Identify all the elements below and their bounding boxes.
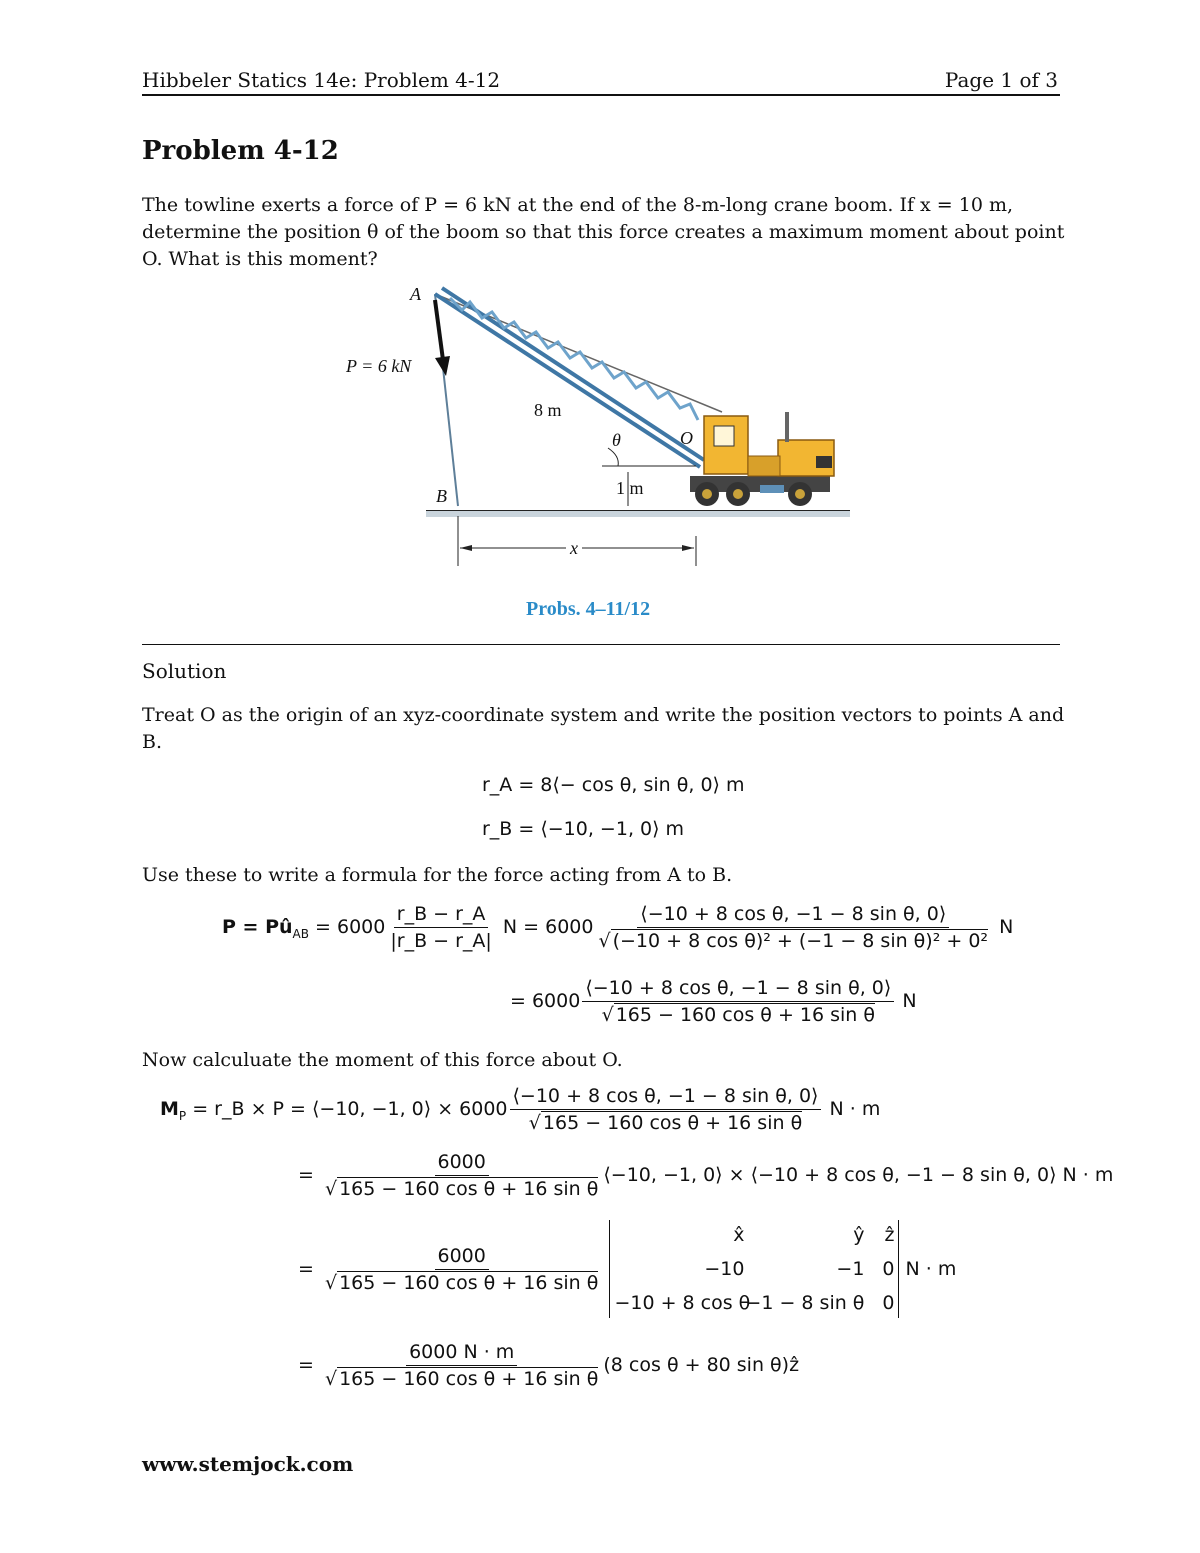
moment-intro: Now calculuate the moment of this force about O. [142,1049,623,1071]
force-equation-1: $P = Pû_{AB} = 6000$ $\frac{r\_B - r\_A}{|r\_B - r\_A|}$ N = 6000 $\frac{\text{⟨−10 + 8 cos θ, −1 − 8 sin θ, 0⟩}}{\text{√ (−10 + 8 cos θ)² + (−1 − 8 sin θ)² + 0²}}$ N [222,903,1014,952]
section-rule [142,644,1060,645]
force-arrow-P [435,300,450,376]
moment-equation-final: = $\frac{6000 N \cdot m}{\text{√ 165 − 160 cos θ + 16 sin θ}}$ (8 cos θ + 80 sin θ)ẑ [298,1341,800,1390]
label-x: x [566,538,582,559]
force-equation-2: = 6000 $\frac{\text{⟨−10 + 8 cos θ, −1 − 8 sin θ, 0⟩}}{\text{√ 165 − 160 cos θ + 16 sin θ}}$ N [510,977,917,1026]
force-lhs: P = Pû [222,916,293,938]
position-vector-rA: r_A = 8⟨− cos θ, sin θ, 0⟩ m [482,774,745,796]
label-height: 1 m [616,478,644,498]
label-P: P = 6 kN [346,356,412,376]
force-intro: Use these to write a formula for the force acting from A to B. [142,864,733,886]
moment-equation-1: $M_P$ = r_B × P = ⟨−10, −1, 0⟩ × 6000 $\frac{\text{⟨−10 + 8 cos θ, −1 − 8 sin θ, 0⟩}}{\text{√ 165 − 160 cos θ + 16 sin θ}}$ N · m [160,1085,881,1134]
solution-intro-line-2: B. [142,731,163,753]
problem-title: Problem 4-12 [142,136,339,166]
footer-url[interactable]: www.stemjock.com [142,1452,354,1476]
crane-figure [330,280,870,580]
ground-shade [426,511,850,517]
label-theta: θ [612,430,621,450]
page-number: Page 1 of 3 [944,68,1058,92]
label-B: B [436,486,447,506]
moment-equation-determinant: = $\frac{6000}{\text{√ 165 − 160 cos θ + 16 sin θ}}$ x̂ ŷ ẑ −10 −1 0 −10 + 8 cos θ −1 − 8 sin θ 0 N · m [298,1220,956,1318]
truck [690,412,834,506]
running-header-title: Hibbeler Statics 14e: Problem 4-12 [142,68,501,92]
solution-intro-line-1: Treat O as the origin of an xyz-coordinate system and write the position vectors to points A and [142,704,1065,726]
problem-statement-line-1: The towline exerts a force of P = 6 kN at the end of the 8-m-long crane boom. If x = 10 m, [142,194,1014,216]
label-O: O [680,428,693,448]
crane-boom [435,288,704,467]
figure-caption: Probs. 4–11/12 [526,598,651,620]
label-A: A [410,284,421,304]
problem-statement-line-2: determine the position θ of the boom so that this force creates a maximum moment about point [142,221,1065,243]
problem-statement-line-3: O. What is this moment? [142,248,378,270]
determinant-matrix: x̂ ŷ ẑ −10 −1 0 −10 + 8 cos θ −1 − 8 sin θ 0 [609,1220,899,1318]
header-rule [142,94,1060,96]
moment-equation-2: = $\frac{6000}{\text{√ 165 − 160 cos θ + 16 sin θ}}$ ⟨−10, −1, 0⟩ × ⟨−10 + 8 cos θ, −1 − 8 sin θ, 0⟩ N · m [298,1151,1114,1200]
label-boom-length: 8 m [534,400,562,420]
solution-heading: Solution [142,659,227,683]
position-vector-rB: r_B = ⟨−10, −1, 0⟩ m [482,818,685,840]
